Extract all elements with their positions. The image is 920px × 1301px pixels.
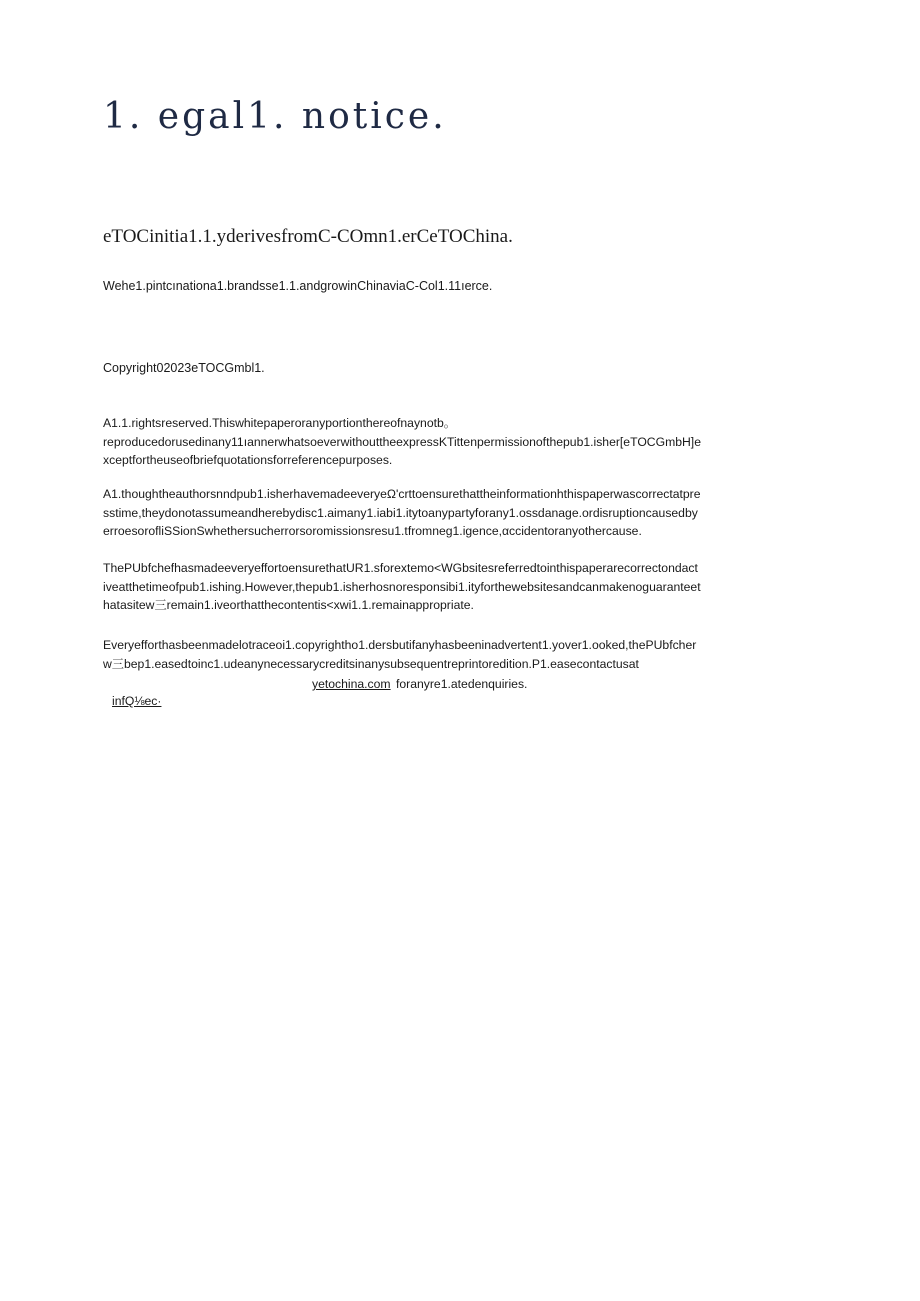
external-websites-paragraph [103,559,753,615]
paragraph-line: xceptfortheuseofbriefquotationsforreferencepurposes. [103,453,393,467]
paragraph-line: hatasitew三remain1.iveorthatthecontentis<xwi1.1.remainappropriate. [103,598,474,612]
paragraph-line: Everyefforthasbeenmadelotraceoi1.copyrightho1.dersbutifanyhasbeeninadvertent1.yover1.ooked,thePUbfcher [103,638,697,652]
paragraph-line: A1.thoughtheauthorsnndpub1.isherhavemadeeveryeΩ'crttoensurethattheinformationhthispaperwascorrectatpre [103,487,701,501]
page-subtitle: eTOCinitia1.1.yderivesfromC-COmn1.erCeTOChina. [103,226,513,247]
contact-row [103,677,753,717]
paragraph-line: sstime,theydonotassumeandherebydisc1.aimany1.iabi1.itytoanypartyforany1.ossdanage.ordisruptioncausedby [103,505,698,520]
paragraph-line: reproducedorusedinany11ıannerwhatsoeverwithouttheexpressKTittenpermissionofthepub1.isher[eTOCGmbH]e [103,434,701,449]
paragraph-line: A1.1.rightsreserved.Thiswhitepaperoranyportionthereofnaynotb。 [103,416,456,430]
paragraph-line: iveatthetimeofpub1.ishing.However,thepub1.isherhosnoresponsibi1.ityforthewebsitesandcanmakenoguaranteet [103,579,701,594]
paragraph-line: erroesorofliSSionSwhethersucherrorsoromissionsresu1.tfromneg1.igence,αccidentoranyothercause. [103,524,642,538]
copyright-holders-paragraph [103,636,753,673]
tagline: Wehe1.pintcınationa1.brandsse1.1.andgrowinChinaviaC-Col1.11ıerce. [103,279,493,293]
paragraph-line: ThePUbfchefhasmadeeveryeffortoensurethatUR1.sforextemo<WGbsitesreferredtointhispaperarecorrectondact [103,561,698,575]
rights-reserved-paragraph [103,414,753,470]
disclaimer-paragraph [103,485,753,541]
copyright-line: Copyright02023eTOCGmbl1. [103,361,265,375]
website-link[interactable]: yetochina.com [312,677,391,691]
email-link[interactable]: infQ⅛ec· [112,694,162,708]
paragraph-line: w三bep1.easedtoinc1.udeanynecessarycreditsinanysubsequentreprintoredition.P1.easecontactusat [103,656,639,671]
contact-tail-text: foranyre1.atedenquiries. [396,677,528,691]
page-title: 1. egal1. notice. [103,96,447,137]
